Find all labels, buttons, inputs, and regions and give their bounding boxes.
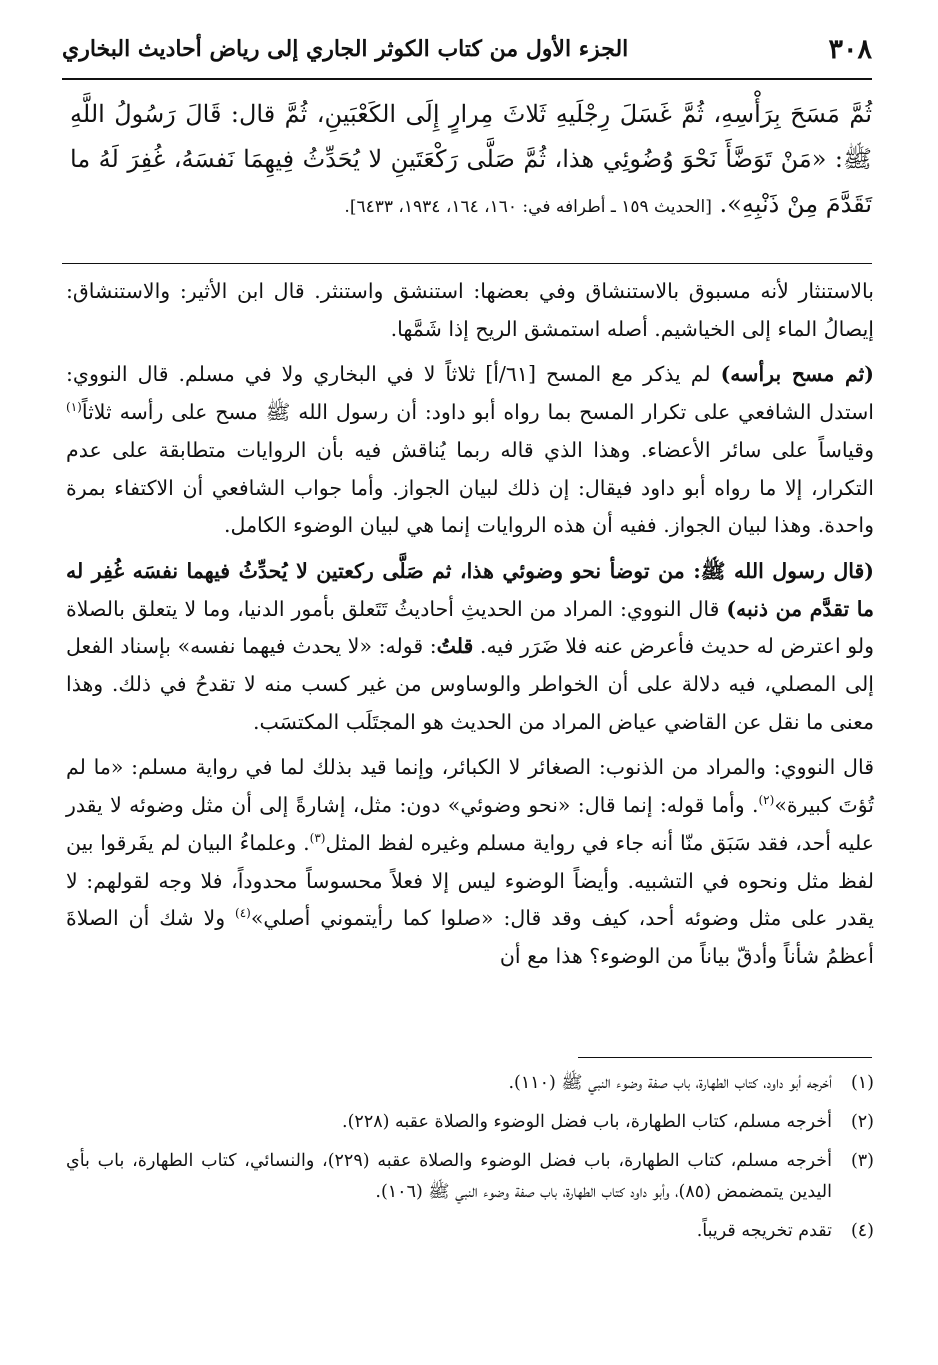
commentary-text: بالاستنثار لأنه مسبوق بالاستنشاق وفي بعضها: استنشق واستنثر. قال ابن الأثير: والاستنشاق: إيصالُ الماء إلى الخياشيم. أصله استمشق الريح إذا شَمَّها. bbox=[66, 279, 874, 341]
commentary-text: لم يذكر مع المسح [٦١/أ] ثلاثاً لا في البخاري ولا في مسلم. قال النووي: استدل الشافعي على تكرار المسح بما رواه أبو داود: أن رسول الله ﷺ مسح على رأسه ثلاثاً bbox=[66, 362, 874, 425]
footnote-item bbox=[66, 1146, 874, 1208]
page-number: ٣٠٨ bbox=[828, 34, 872, 65]
hadith-references: [الحديث ١٥٩ ـ أطرافه في: ١٦٠، ١٦٤، ١٩٣٤، ٦٤٣٣]. bbox=[344, 197, 712, 217]
footnote-marker[interactable]: (٢) bbox=[758, 793, 775, 808]
commentary-text: : قوله: «لا يحدث فيهما نفسه» بإسناد الفعل إلى المصلي، فيه دلالة على أن الخواطر والوساوس من غير كسب منه لا تقدحُ في ذلك. وهذا معنى ما نقل عن القاضي عياض المراد من الحديث هو المجتَلَب المكتسَب. bbox=[66, 634, 874, 734]
footnote-marker[interactable]: (٤) bbox=[235, 906, 251, 921]
footnote-text: تقدم تخريجه قريباً. bbox=[696, 1221, 832, 1241]
page-header bbox=[62, 30, 872, 80]
commentary-text: وقياساً على سائر الأعضاء. وهذا الذي قاله ربما يُناقش فيه بأن الروايات متطابقة على عدم التكرار، إلا ما رواه أبو داود فيقال: إن ذلك لبيان الجواز. وأما جواب الشافعي أن الاكتفاء بمرة واحدة. وهذا لبيان الجواز. ففيه أن هذه الروايات إنما هي لبيان الوضوء الكامل. bbox=[66, 437, 874, 538]
commentary-text: قال النووي: والمراد من الذنوب: الصغائر لا الكبائر، وإنما قيد بذلك لما في رواية مسلم: «ما لم تُؤتَ كبيرة» bbox=[66, 755, 874, 818]
lemma: (قال رسول الله ﷺ: من توضأ نحو وضوئي هذا، ثم صَلَّى ركعتين لا يُحدِّثُ فيهما نفسَه غُفِر له ما تقدَّم من ذنبه) bbox=[66, 558, 875, 621]
qultu-marker: قلتُ bbox=[436, 634, 474, 659]
footnote-text: أخرجه مسلم، كتاب الطهارة، باب فضل الوضوء والصلاة عقبه (٢٢٨). bbox=[342, 1112, 832, 1132]
running-title: الجزء الأول من كتاب الكوثر الجاري إلى رياض أحاديث البخاري bbox=[62, 36, 629, 62]
footnote-number: (١) bbox=[850, 1073, 874, 1093]
commentary-text: . وعلماءُ البيان لم يفَرقوا بين لفظ مثل ونحوه في التشبيه. وأيضاً الوضوء ليس إلا فعلاً محسوساً محدوداً، فلا وجه لقولهم: لا يقدر على مثل وضوئه أحد، كيف وقد قال: «صلوا كما رأيتموني أصلي» bbox=[66, 830, 874, 931]
commentary-paragraph-1 bbox=[66, 273, 874, 348]
footnote-marker[interactable]: (٣) bbox=[309, 831, 326, 846]
footnote-item bbox=[66, 1107, 874, 1138]
hadith-text bbox=[70, 92, 872, 230]
commentary-paragraph-4 bbox=[66, 749, 874, 975]
footnote-text: أخرجه أبو داود، كتاب الطهارة، باب صفة وضوء النبي ﷺ (١١٠). bbox=[508, 1073, 832, 1093]
commentary-text: ولا شك أن الصلاةَ أعظمُ شأناً وأدقّ بياناً من الوضوء؟ هذا مع أن bbox=[66, 906, 874, 968]
footnote-number: (٣) bbox=[850, 1151, 874, 1171]
footnote-item bbox=[66, 1216, 874, 1247]
commentary-text: . وأما قوله: إنما قال: «نحو وضوئي» دون: مثل، إشارةً إلى أن مثل وضوئه لا يقدر عليه أحد، فقد سَبَق منّا أنه جاء في رواية مسلم وغيره لفظ المثل bbox=[66, 793, 874, 855]
footnote-marker[interactable]: (١) bbox=[66, 400, 82, 415]
hadith-body: ثُمَّ مَسَحَ بِرَأْسِهِ، ثُمَّ غَسَلَ رِجْلَيهِ ثَلاثَ مِرارٍ إِلَى الكَعْبَينِ، ثُمَّ قال: قَالَ رَسُولُ اللَّهِ ﷺ: «مَنْ تَوَضَّأَ نَحْوَ وُضُوئِي هذا، ثُمَّ صَلَّى رَكْعَتَينِ لا يُحَدِّثُ فِيهِمَا نَفسَهُ، غُفِرَ لَهُ ما تَقَدَّمَ مِنْ ذَنْبِهِ». bbox=[70, 100, 872, 218]
commentary-paragraph-2 bbox=[66, 356, 874, 545]
footnote-item bbox=[66, 1068, 874, 1099]
divider-rule bbox=[62, 263, 872, 264]
footnote-number: (٤) bbox=[850, 1221, 874, 1241]
commentary-text: قال النووي: المراد من الحديثِ أحاديثُ تَتَعلق بأمور الدنيا، وما لا يتعلق بالصلاة ولو اعترض له حديث فأعرض عنه فلا ضَرَر فيه. bbox=[66, 596, 874, 659]
footnote-number: (٢) bbox=[850, 1112, 874, 1132]
footnote-rule bbox=[578, 1057, 872, 1058]
footnotes bbox=[66, 1068, 874, 1255]
commentary bbox=[66, 273, 874, 976]
commentary-paragraph-3 bbox=[66, 553, 874, 742]
footnote-text: أخرجه مسلم، كتاب الطهارة، باب فضل الوضوء والصلاة عقبه (٢٢٩)، والنسائي، كتاب الطهارة، باب بأي اليدين يتمضمض (٨٥)، وأبو داود كتاب الطهارة، باب صفة وضوء النبي ﷺ (١٠٦). bbox=[66, 1151, 832, 1202]
lemma: (ثم مسح برأسه) bbox=[720, 362, 874, 387]
